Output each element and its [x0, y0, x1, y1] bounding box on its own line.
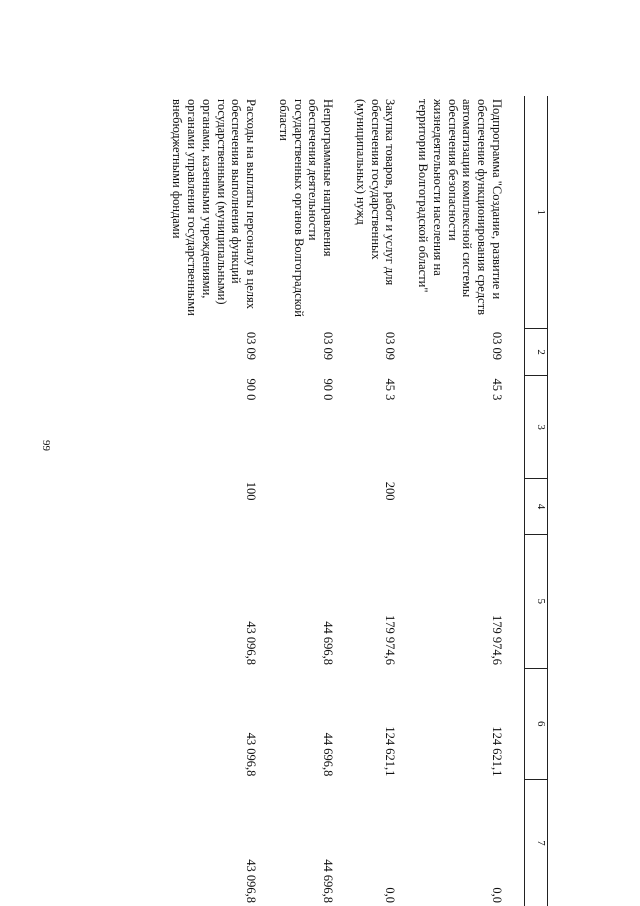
row-target: 90 0	[321, 378, 336, 401]
page-number: 99	[40, 440, 52, 451]
table-row	[276, 96, 353, 906]
row-value-5: 179 974,6	[490, 615, 504, 666]
row-name: Закупка товаров, работ и услуг для обеспечения государственных (муниципальных) нужд	[354, 99, 398, 286]
column-header-1: 1	[525, 96, 548, 329]
row-type: 100	[244, 481, 259, 501]
row-value-6: 44 696,8	[321, 732, 336, 777]
row-target: 45 3	[490, 378, 504, 401]
column-header-4: 4	[525, 479, 548, 535]
row-value-7: 0,0	[383, 887, 398, 903]
column-header-5: 5	[525, 534, 548, 668]
budget-table-rotated	[150, 96, 548, 906]
row-target: 45 3	[383, 378, 398, 401]
row-value-5: 44 696,8	[321, 621, 336, 666]
row-type: 200	[383, 481, 398, 501]
budget-table	[170, 96, 548, 906]
row-section: 03 09	[383, 331, 398, 360]
row-target: 90 0	[244, 378, 259, 401]
row-value-6: 43 096,8	[244, 732, 259, 777]
row-value-7: 44 696,8	[321, 859, 336, 903]
row-name: Непрограммные направления обеспечения деятельности государственных органов Волгоградской области	[277, 99, 336, 317]
row-value-6: 124 621,1	[490, 726, 504, 777]
row-value-6: 124 621,1	[383, 726, 398, 777]
row-section: 03 09	[490, 331, 504, 360]
row-section: 03 09	[244, 331, 259, 360]
column-header-2: 2	[525, 329, 548, 376]
table-row	[416, 96, 525, 906]
row-type	[276, 479, 353, 535]
row-value-5: 43 096,8	[244, 621, 259, 666]
table-row	[353, 96, 415, 906]
row-name: Расходы на выплаты персоналу в целях обеспечения выполнения функций государственными (муниципальными) органами, казенными учреждениями, органами управления государственными внебюджетными фондами	[170, 99, 259, 316]
column-header-3: 3	[525, 375, 548, 478]
column-header-6: 6	[525, 668, 548, 779]
row-name: Подпрограмма "Создание, развитие и обеспечение функционирования средств автоматизации комплексной системы обеспечения безопасности жизнедеятельности населения на территории Волгоградской области"	[416, 99, 504, 315]
column-header-7: 7	[525, 779, 548, 906]
row-section: 03 09	[321, 331, 336, 360]
row-type	[416, 479, 525, 535]
table-row	[170, 96, 277, 906]
row-value-7: 43 096,8	[244, 859, 259, 903]
table-header-row	[525, 96, 548, 906]
row-value-7: 0,0	[490, 887, 504, 903]
row-value-5: 179 974,6	[383, 615, 398, 666]
